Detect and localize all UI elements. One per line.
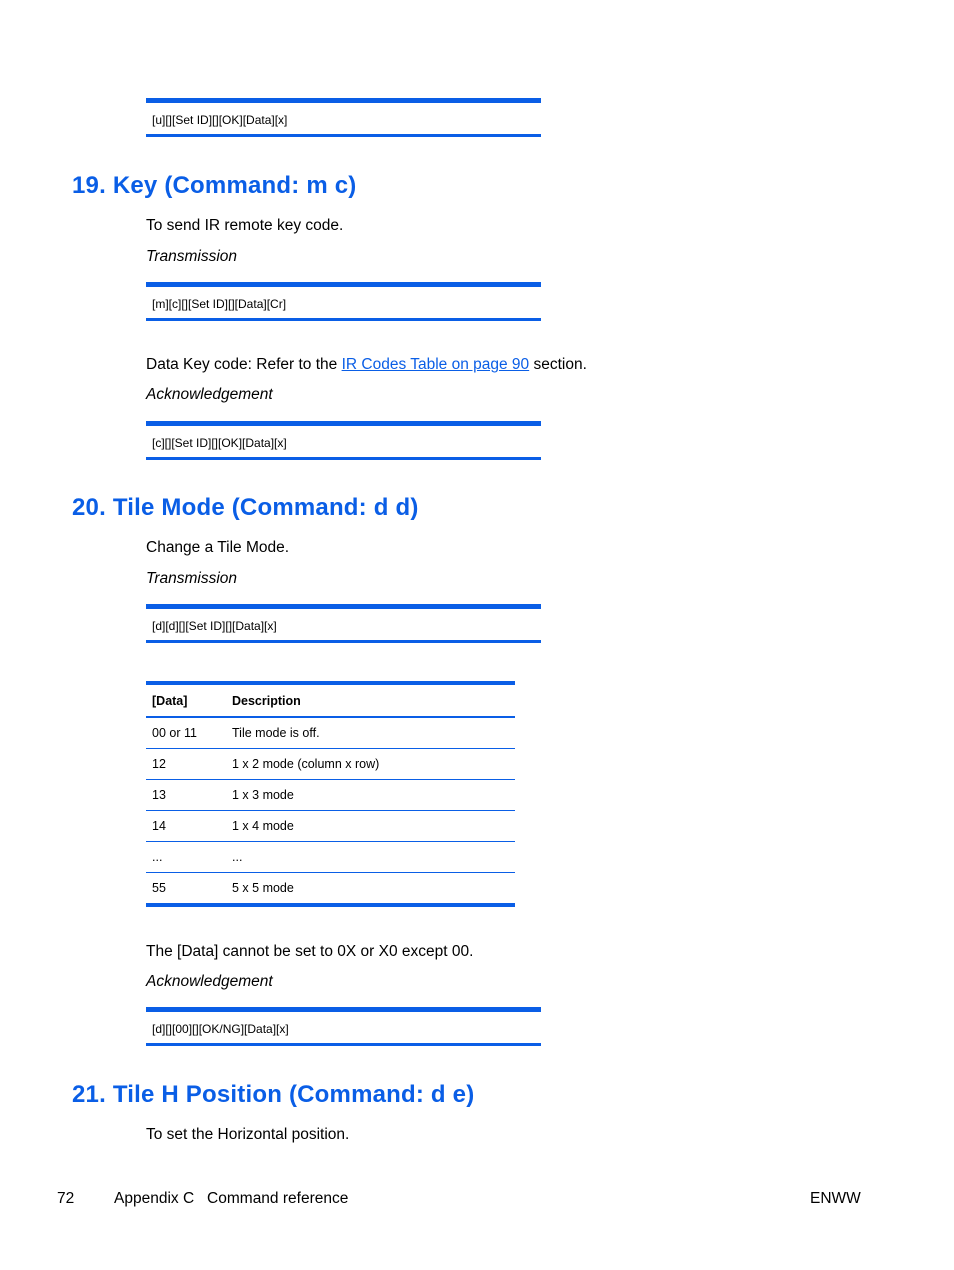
table-cell: 13: [146, 780, 226, 811]
table-cell: 1 x 4 mode: [226, 811, 515, 842]
acknowledgement-label: Acknowledgement: [146, 973, 273, 990]
table-cell: 12: [146, 749, 226, 780]
column-header-data: [Data]: [146, 683, 226, 717]
table-cell: 14: [146, 811, 226, 842]
table-row: [146, 873, 515, 906]
code-block: [146, 98, 541, 137]
code-text: [m][c][][Set ID][][Data][Cr]: [152, 297, 287, 311]
table-row: [146, 811, 515, 842]
transmission-label: Transmission: [146, 248, 238, 265]
code-text: [d][][00][][OK/NG][Data][x]: [152, 1022, 289, 1036]
section-heading-20: 20. Tile Mode (Command: d d): [72, 494, 419, 521]
code-text: [d][d][][Set ID][][Data][x]: [152, 619, 277, 633]
transmission-label: Transmission: [146, 570, 238, 587]
chapter-title: Appendix C Command reference: [114, 1190, 349, 1207]
section-description: To send IR remote key code.: [146, 217, 344, 234]
ir-codes-table-link[interactable]: IR Codes Table on page 90: [341, 356, 530, 373]
table-cell: 1 x 2 mode (column x row): [226, 749, 515, 780]
section-description: Change a Tile Mode.: [146, 539, 290, 556]
acknowledgement-label: Acknowledgement: [146, 386, 273, 403]
table-header-row: [146, 683, 515, 717]
table-cell: 55: [152, 881, 166, 895]
section-heading-21: 21. Tile H Position (Command: d e): [72, 1081, 475, 1108]
table-cell: 1 x 3 mode: [226, 780, 515, 811]
table-cell: 00 or 11: [146, 717, 226, 749]
code-text: [c][][Set ID][][OK][Data][x]: [152, 436, 287, 450]
transmission-code-block: [146, 604, 541, 643]
footer-right-label: ENWW: [810, 1190, 861, 1207]
data-key-note: [146, 356, 587, 374]
code-text: [u][][Set ID][][OK][Data][x]: [152, 113, 288, 127]
note-suffix: section.: [529, 356, 587, 373]
table-row: [146, 717, 515, 749]
acknowledgement-code-block: [146, 1007, 541, 1046]
column-header-description: Description: [226, 683, 515, 717]
table-cell: ...: [226, 842, 515, 873]
table-row: [146, 842, 515, 873]
table-cell: 5 x 5 mode: [232, 881, 294, 895]
tile-mode-table: [146, 681, 515, 907]
page-number: 72: [57, 1190, 75, 1207]
table-cell: ...: [146, 842, 226, 873]
transmission-code-block: [146, 282, 541, 321]
data-restriction-note: The [Data] cannot be set to 0X or X0 except 00.: [146, 943, 474, 960]
table-row: [146, 780, 515, 811]
acknowledgement-code-block: [146, 421, 541, 460]
table-cell: Tile mode is off.: [226, 717, 515, 749]
table-row: [146, 749, 515, 780]
section-heading-19: 19. Key (Command: m c): [72, 172, 357, 199]
section-description: To set the Horizontal position.: [146, 1126, 350, 1143]
note-prefix: Data Key code: Refer to the: [146, 356, 342, 373]
